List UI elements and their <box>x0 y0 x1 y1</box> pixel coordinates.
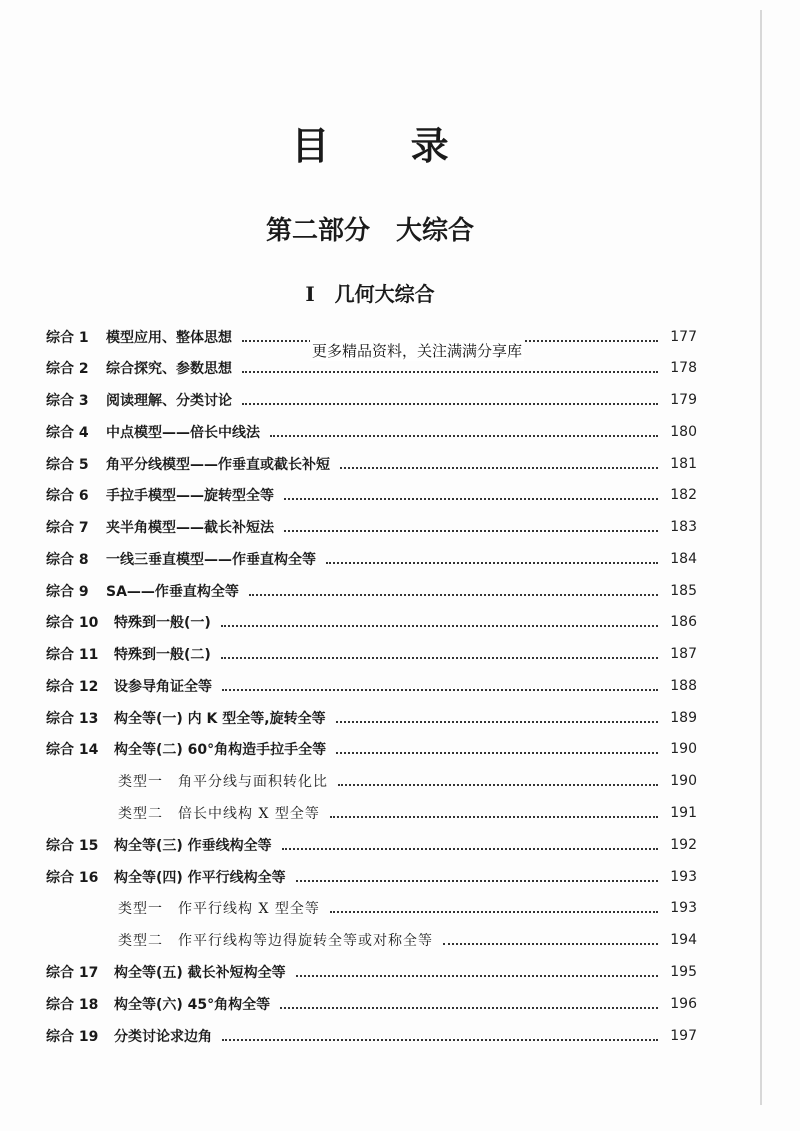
toc-entry <box>0 544 800 574</box>
toc-page-number: 177 <box>670 329 697 345</box>
toc-leader-dots <box>222 1037 658 1041</box>
toc-page-number: 193 <box>670 900 697 916</box>
toc-page-number: 192 <box>670 837 697 853</box>
toc-page-number: 183 <box>670 519 697 535</box>
toc-entry-title: SA——作垂直构全等 <box>106 584 239 600</box>
toc-entry-label: 综合 7 <box>46 520 89 536</box>
toc-page-number: 190 <box>670 741 697 757</box>
toc-entry-label: 综合 18 <box>46 997 99 1013</box>
toc-entry <box>0 862 800 892</box>
toc-page-number: 182 <box>670 487 697 503</box>
toc-subentry <box>0 893 800 923</box>
toc-entry-label: 综合 8 <box>46 552 89 568</box>
toc-leader-dots <box>249 592 658 596</box>
toc-entry-label: 综合 6 <box>46 488 89 504</box>
watermark-notice: 更多精品资料，关注满满分享库 <box>312 342 523 360</box>
toc-page-number: 186 <box>670 614 697 630</box>
toc-page-number: 184 <box>670 551 697 567</box>
toc-entry-title: 设参导角证全等 <box>114 679 212 695</box>
toc-page-number: 195 <box>670 964 697 980</box>
toc-leader-dots <box>242 369 658 373</box>
toc-page-number: 194 <box>670 932 697 948</box>
toc-entry-title: 构全等(二) 60°角构造手拉手全等 <box>114 742 327 758</box>
toc-entry-label: 综合 10 <box>46 615 99 631</box>
toc-leader-dots <box>330 909 658 913</box>
toc-entry <box>0 671 800 701</box>
toc-entry-title: 中点模型——倍长中线法 <box>106 425 260 441</box>
toc-page-number: 179 <box>670 392 697 408</box>
toc-leader-dots <box>326 560 658 564</box>
toc-page-number: 181 <box>670 456 697 472</box>
toc-entry-title: 特殊到一般(二) <box>114 647 211 663</box>
toc-page-number: 193 <box>670 869 697 885</box>
toc-leader-dots <box>340 465 658 469</box>
toc-page-number: 180 <box>670 424 697 440</box>
toc-entry-label: 综合 16 <box>46 870 99 886</box>
toc-entry <box>0 639 800 669</box>
toc-entry <box>0 512 800 542</box>
toc-entry <box>0 607 800 637</box>
toc-leader-dots <box>296 878 658 882</box>
toc-leader-dots <box>296 973 658 977</box>
toc-entry-label: 综合 4 <box>46 425 89 441</box>
toc-entry-title: 角平分线模型——作垂直或截长补短 <box>106 457 330 473</box>
toc-entry <box>0 576 800 606</box>
toc-leader-dots <box>338 782 658 786</box>
toc-entry-label: 综合 3 <box>46 393 89 409</box>
toc-entry <box>0 830 800 860</box>
toc-entry <box>0 734 800 764</box>
toc-entry-label: 综合 5 <box>46 457 89 473</box>
toc-leader-dots <box>270 433 658 437</box>
toc-entry-label: 综合 2 <box>46 361 89 377</box>
toc-entry-title: 分类讨论求边角 <box>114 1029 212 1045</box>
toc-entry-label: 综合 15 <box>46 838 99 854</box>
toc-page-number: 197 <box>670 1028 697 1044</box>
toc-subentry <box>0 925 800 955</box>
toc-entry-label: 综合 12 <box>46 679 99 695</box>
toc-subentry <box>0 766 800 796</box>
toc-entry-label: 综合 11 <box>46 647 99 663</box>
toc-entry <box>0 957 800 987</box>
toc-leader-dots <box>280 1005 658 1009</box>
toc-page-number: 188 <box>670 678 697 694</box>
toc-leader-dots <box>284 528 658 532</box>
toc-leader-dots <box>336 719 658 723</box>
toc-entry <box>0 449 800 479</box>
toc-leader-dots <box>336 750 658 754</box>
toc-entry-title: 特殊到一般(一) <box>114 615 211 631</box>
toc-entry-label: 综合 13 <box>46 711 99 727</box>
toc-entry-title: 类型二 作平行线构等边得旋转全等或对称全等 <box>118 933 433 949</box>
part-heading: 第二部分 大综合 <box>265 216 474 246</box>
toc-entry-title: 模型应用、整体思想 <box>106 330 232 346</box>
toc-entry-title: 类型一 作平行线构 X 型全等 <box>118 901 320 917</box>
toc-page-number: 190 <box>670 773 697 789</box>
toc-entry-title: 阅读理解、分类讨论 <box>106 393 232 409</box>
toc-entry-title: 一线三垂直模型——作垂直构全等 <box>106 552 316 568</box>
toc-entry-title: 构全等(六) 45°角构全等 <box>114 997 271 1013</box>
toc-entry-title: 类型二 倍长中线构 X 型全等 <box>118 806 320 822</box>
toc-page-number: 191 <box>670 805 697 821</box>
toc-entry-title: 构全等(三) 作垂线构全等 <box>114 838 272 854</box>
toc-entry <box>0 1021 800 1051</box>
toc-entry <box>0 385 800 415</box>
toc-leader-dots <box>282 846 658 850</box>
toc-entry <box>0 480 800 510</box>
toc-page-number: 178 <box>670 360 697 376</box>
toc-entry-title: 构全等(四) 作平行线构全等 <box>114 870 286 886</box>
page-title: 目 录 <box>291 123 483 168</box>
toc-entry-label: 综合 17 <box>46 965 99 981</box>
toc-subentry <box>0 798 800 828</box>
toc-entry-title: 夹半角模型——截长补短法 <box>106 520 274 536</box>
toc-leader-dots <box>221 655 658 659</box>
toc-page-number: 185 <box>670 583 697 599</box>
toc-entry-label: 综合 9 <box>46 584 89 600</box>
toc-entry-label: 综合 14 <box>46 742 99 758</box>
toc-leader-dots <box>242 401 658 405</box>
toc-leader-dots <box>284 496 658 500</box>
toc-entry <box>0 989 800 1019</box>
toc-page-number: 189 <box>670 710 697 726</box>
toc-entry-label: 综合 1 <box>46 330 89 346</box>
toc-entry-title: 构全等(一) 内 K 型全等,旋转全等 <box>114 711 326 727</box>
toc-leader-dots <box>330 814 658 818</box>
toc-page-number: 187 <box>670 646 697 662</box>
toc-entry-title: 构全等(五) 截长补短构全等 <box>114 965 286 981</box>
toc-page-number: 196 <box>670 996 697 1012</box>
toc-entry-title: 手拉手模型——旋转型全等 <box>106 488 274 504</box>
toc-entry-title: 综合探究、参数思想 <box>106 361 232 377</box>
section-heading: I 几何大综合 <box>305 282 435 306</box>
toc-entry-title: 类型一 角平分线与面积转化比 <box>118 774 328 790</box>
toc-leader-dots <box>221 623 658 627</box>
toc-entry-label: 综合 19 <box>46 1029 99 1045</box>
toc-entry <box>0 417 800 447</box>
toc-leader-dots <box>222 687 658 691</box>
toc-leader-dots <box>443 941 658 945</box>
toc-entry <box>0 703 800 733</box>
